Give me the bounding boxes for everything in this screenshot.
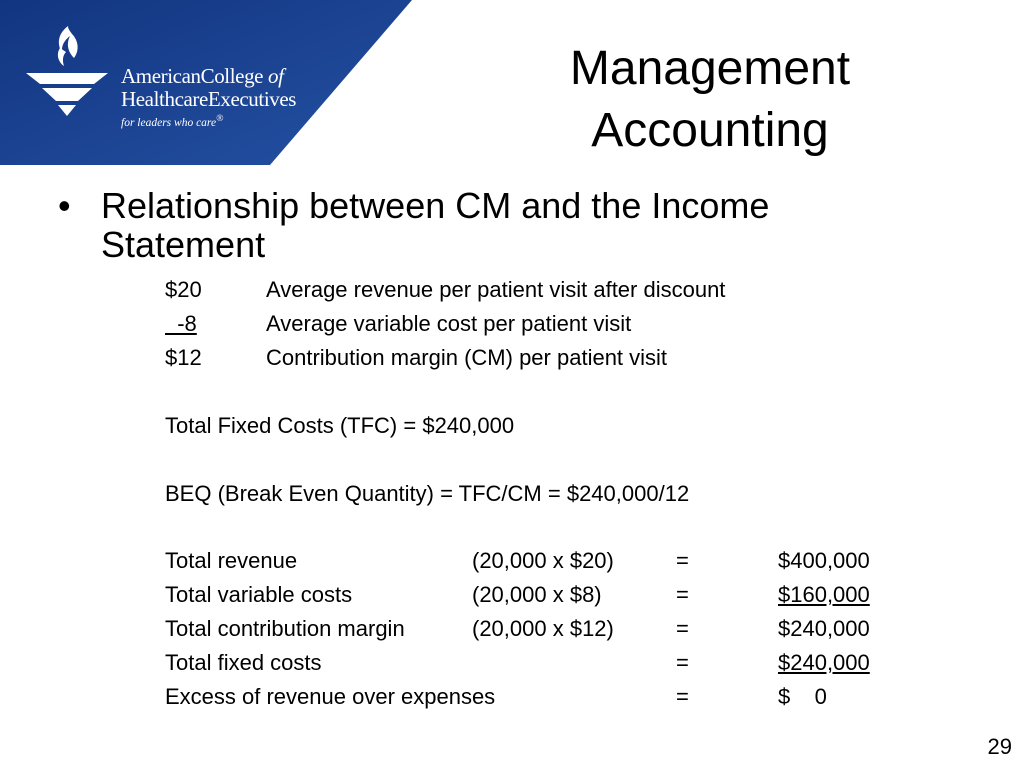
income-label: Excess of revenue over expenses [165, 684, 496, 709]
income-value: $400,000 [778, 548, 870, 573]
income-label: Total fixed costs [165, 650, 322, 675]
tfc-line: Total Fixed Costs (TFC) = $240,000 [165, 413, 515, 438]
equals-sign: = [676, 582, 689, 607]
income-formula: (20,000 x $12) [472, 616, 614, 641]
bullet-dot-icon: • [58, 185, 71, 226]
bullet-text: Relationship between CM and the Income Statement [101, 185, 770, 265]
logo-line1-italic: of [267, 64, 284, 88]
equals-sign: = [676, 650, 689, 675]
logo-line2: HealthcareExecutives [121, 87, 297, 111]
income-label: Total variable costs [165, 582, 353, 607]
slide-title: Management Accounting [569, 42, 851, 157]
cm-description: Contribution margin (CM) per patient visit [266, 345, 668, 370]
logo-line1-main: AmericanCollege [121, 64, 264, 88]
income-formula: (20,000 x $20) [472, 548, 614, 573]
cm-amount: $12 [165, 345, 202, 370]
equals-sign: = [676, 616, 689, 641]
equals-sign: = [676, 548, 689, 573]
income-formula: (20,000 x $8) [472, 582, 602, 607]
logo-tagline-text: for leaders who care [121, 116, 217, 129]
equals-sign: = [676, 684, 689, 709]
income-value: $160,000 [778, 582, 870, 607]
income-label: Total contribution margin [165, 616, 405, 641]
registered-mark-icon: ® [216, 113, 224, 124]
income-value: $ 0 [778, 684, 827, 709]
cm-amount: -8 [165, 311, 197, 336]
income-value: $240,000 [778, 650, 870, 675]
income-value: $240,000 [778, 616, 870, 641]
income-label: Total revenue [165, 548, 298, 573]
logo-panel [0, 0, 412, 165]
cm-amount: $20 [165, 277, 202, 302]
logo-tagline [121, 113, 223, 129]
beq-line: BEQ (Break Even Quantity) = TFC/CM = $240,000/12 [165, 481, 690, 506]
logo-line1 [121, 64, 284, 89]
cm-description: Average variable cost per patient visit [266, 311, 632, 336]
cm-description: Average revenue per patient visit after discount [266, 277, 726, 302]
page-number: 29 [987, 734, 1012, 759]
